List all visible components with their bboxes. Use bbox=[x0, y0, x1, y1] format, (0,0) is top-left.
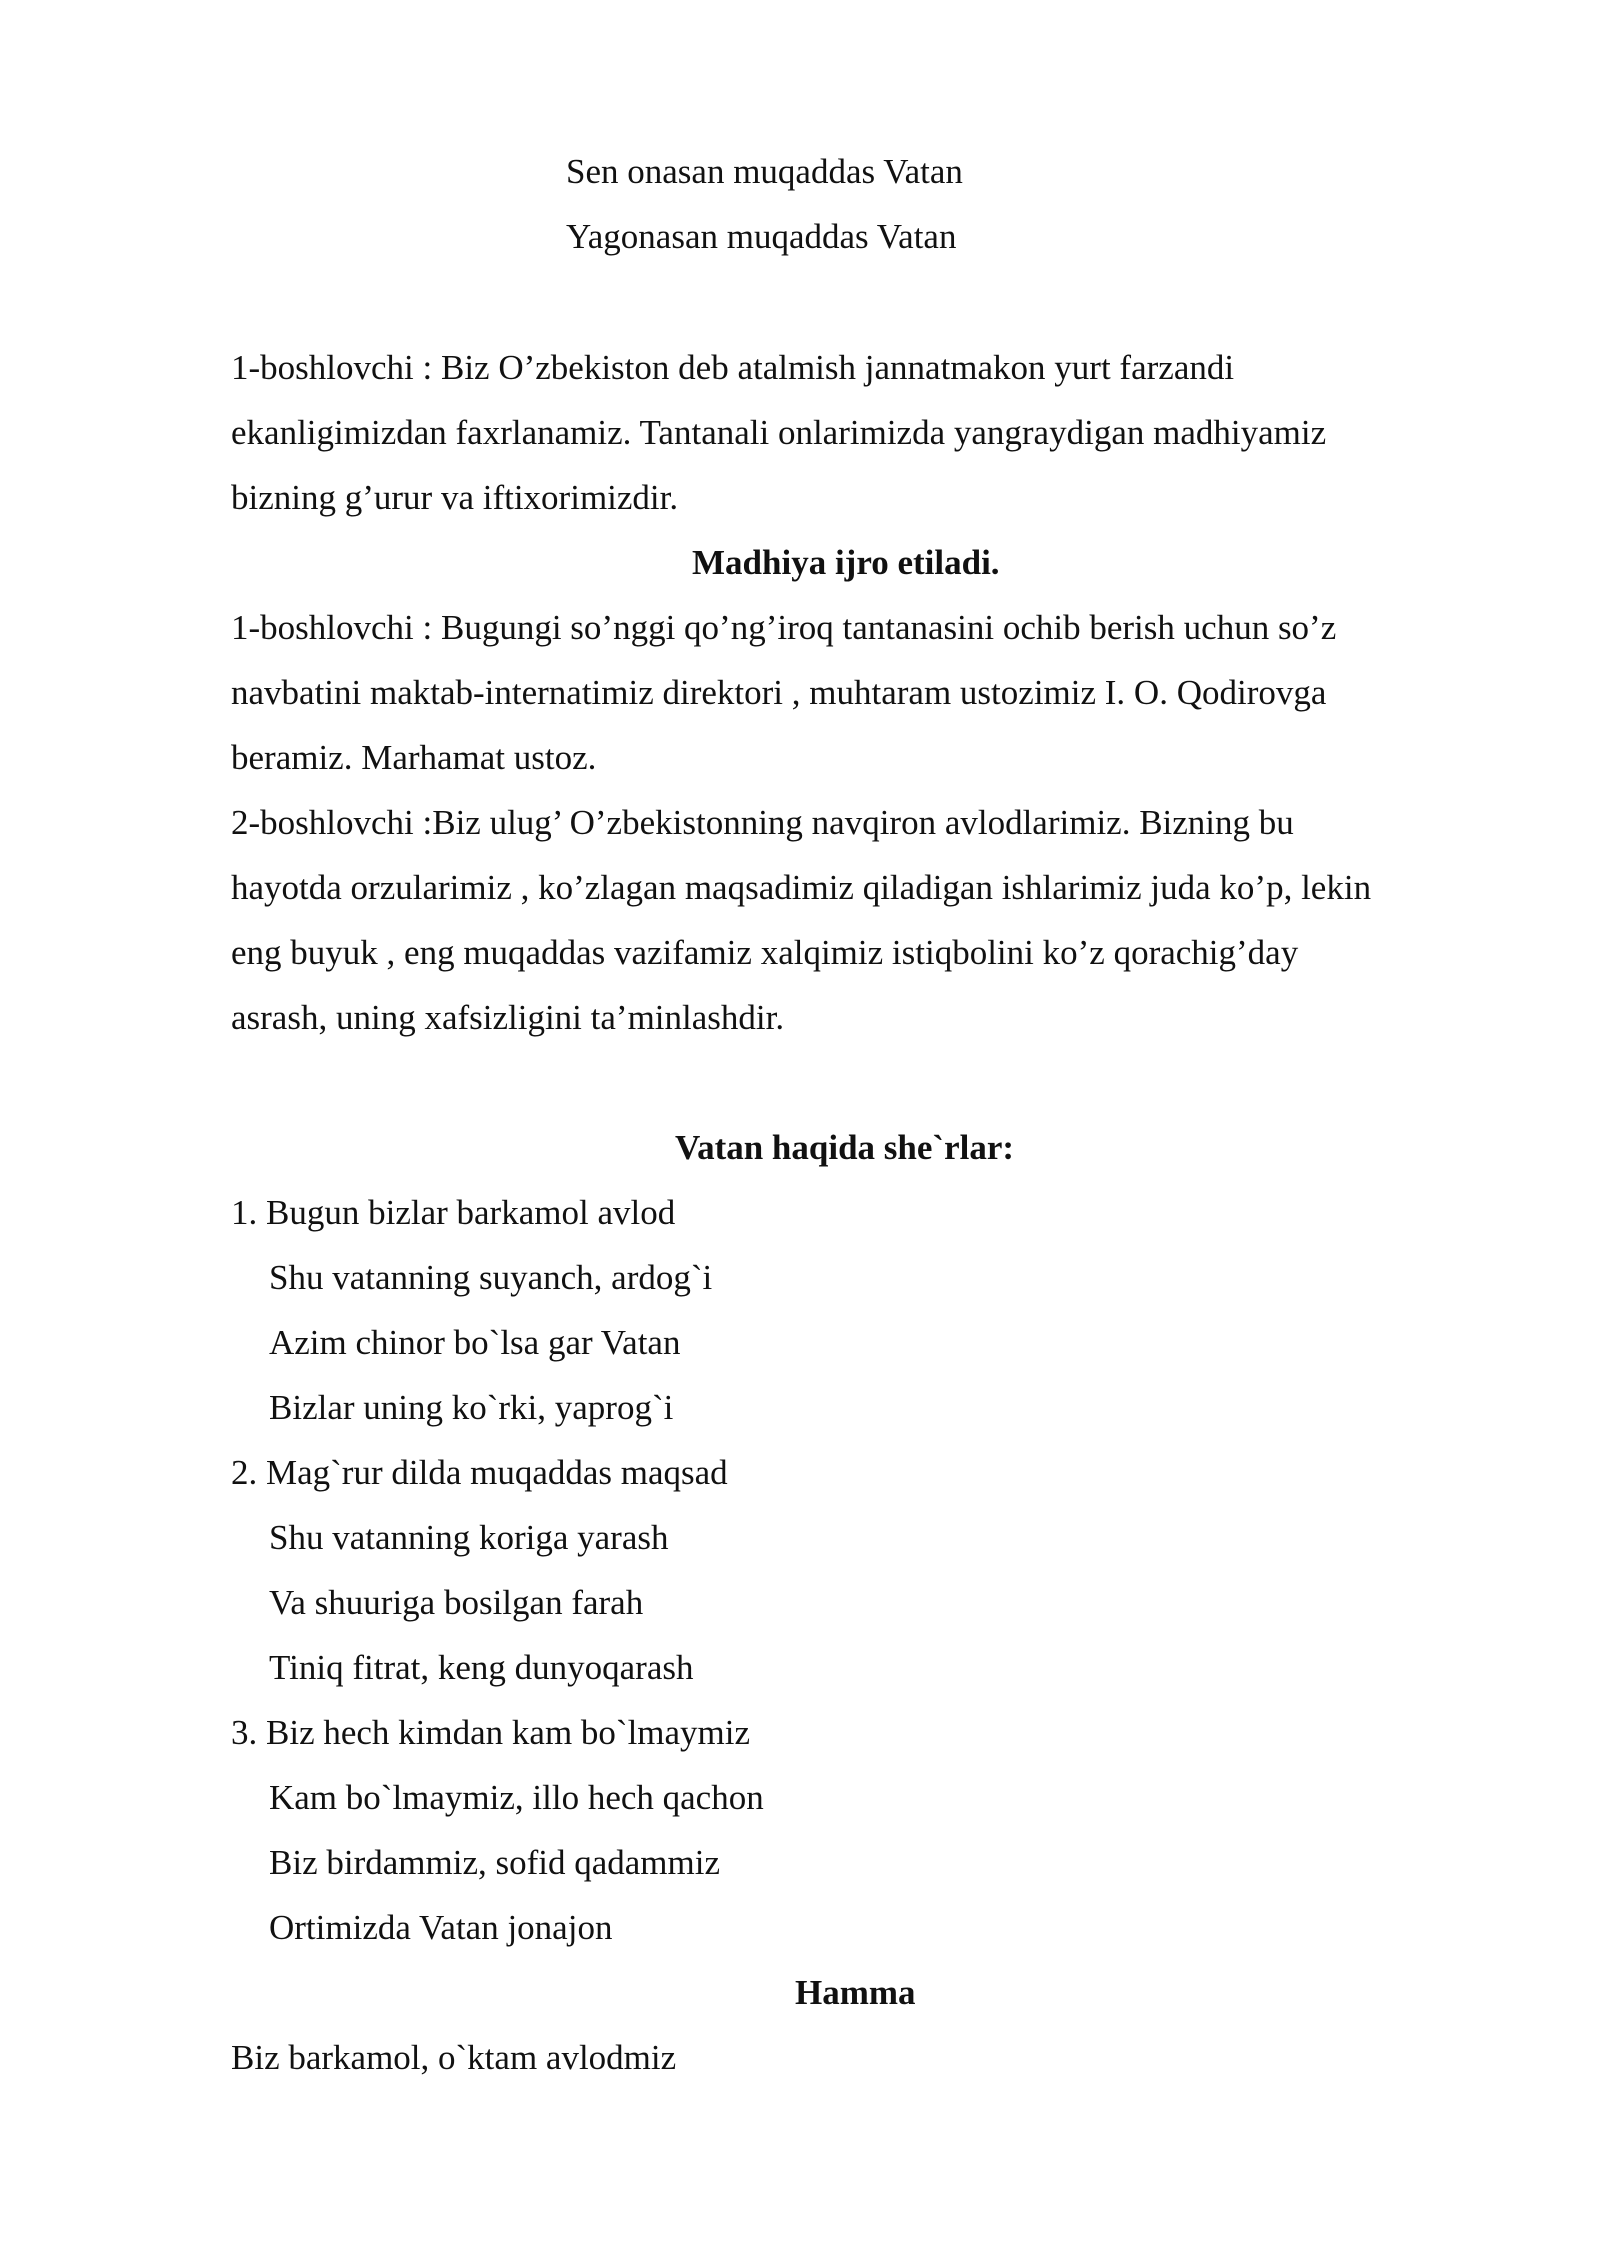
heading-poems: Vatan haqida she`rlar: bbox=[675, 1128, 1015, 1167]
paragraph-1-line-1: 1-boshlovchi : Biz O’zbekiston deb atalmish jannatmakon yurt farzandi bbox=[231, 348, 1235, 387]
poem-1-line-2: Shu vatanning suyanch, ardog`i bbox=[269, 1258, 713, 1297]
poem-2-line-1: 2. Mag`rur dilda muqaddas maqsad bbox=[231, 1453, 728, 1492]
poem-2-line-4: Tiniq fitrat, keng dunyoqarash bbox=[269, 1648, 694, 1687]
paragraph-3-line-2: hayotda orzularimiz , ko’zlagan maqsadimiz qiladigan ishlarimiz juda ko’p, lekin bbox=[231, 868, 1372, 907]
poem-3-line-3: Biz birdammiz, sofid qadammiz bbox=[269, 1843, 721, 1882]
poem-2-line-2: Shu vatanning koriga yarash bbox=[269, 1518, 669, 1557]
closing-line: Biz barkamol, o`ktam avlodmiz bbox=[231, 2038, 677, 2077]
paragraph-2-line-1: 1-boshlovchi : Bugungi so’nggi qo’ng’iroq tantanasini ochib berish uchun so’z bbox=[231, 608, 1337, 647]
opening-line-1: Sen onasan muqaddas Vatan bbox=[566, 152, 963, 191]
opening-line-2: Yagonasan muqaddas Vatan bbox=[566, 217, 957, 256]
poem-3-line-4: Ortimizda Vatan jonajon bbox=[269, 1908, 613, 1947]
poem-1-line-1: 1. Bugun bizlar barkamol avlod bbox=[231, 1193, 676, 1232]
poem-2-line-3: Va shuuriga bosilgan farah bbox=[269, 1583, 644, 1622]
poem-3-line-2: Kam bo`lmaymiz, illo hech qachon bbox=[269, 1778, 764, 1817]
paragraph-1-line-3: bizning g’urur va iftixorimizdir. bbox=[231, 478, 679, 517]
poem-1-line-4: Bizlar uning ko`rki, yaprog`i bbox=[269, 1388, 674, 1427]
poem-3-line-1: 3. Biz hech kimdan kam bo`lmaymiz bbox=[231, 1713, 751, 1752]
poem-1-line-3: Azim chinor bo`lsa gar Vatan bbox=[269, 1323, 681, 1362]
heading-anthem: Madhiya ijro etiladi. bbox=[692, 543, 1000, 582]
paragraph-2-line-2: navbatini maktab-internatimiz direktori , muhtaram ustozimiz I. O. Qodirovga bbox=[231, 673, 1327, 712]
heading-all: Hamma bbox=[795, 1973, 916, 2012]
paragraph-1-line-2: ekanligimizdan faxrlanamiz. Tantanali onlarimizda yangraydigan madhiyamiz bbox=[231, 413, 1327, 452]
paragraph-3-line-3: eng buyuk , eng muqaddas vazifamiz xalqimiz istiqbolini ko’z qorachig’day bbox=[231, 933, 1299, 972]
paragraph-3-line-1: 2-boshlovchi :Biz ulug’ O’zbekistonning navqiron avlodlarimiz. Bizning bu bbox=[231, 803, 1294, 842]
paragraph-2-line-3: beramiz. Marhamat ustoz. bbox=[231, 738, 597, 777]
paragraph-3-line-4: asrash, uning xafsizligini ta’minlashdir. bbox=[231, 998, 785, 1037]
